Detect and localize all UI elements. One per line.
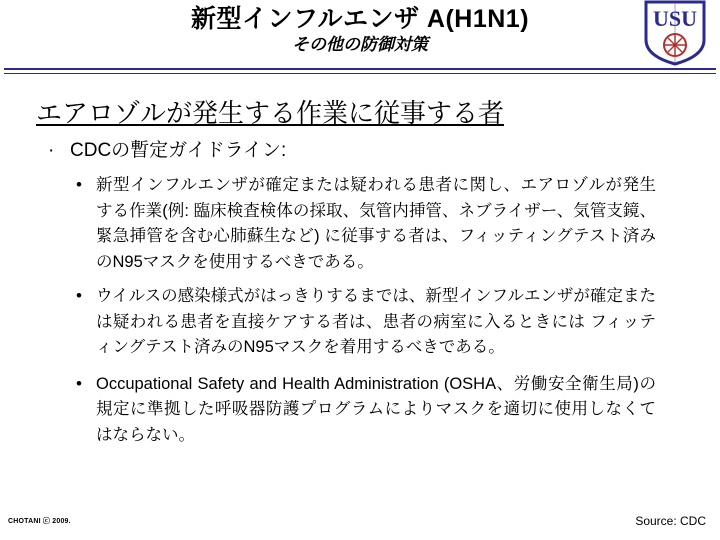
bullet-level2-text: 新型インフルエンザが確定または疑われる患者に関し、エアロゾルが発生する作業(例: 臨床検査検体の採取、気管内挿管、ネブライザー、気管支鏡、緊急挿管を含む心肺蘇生など) に従事する者は、フィッティングテスト済みのN95マスクを使用するべきである。 (96, 176, 656, 271)
bullet-marker-icon: · (48, 140, 55, 161)
bullet-level2-item (74, 173, 656, 275)
page-title: 新型インフルエンザ A(H1N1) (190, 5, 530, 33)
bullet-level1-text: CDCの暫定ガイドライン: (70, 140, 287, 161)
bullet-level2-item (74, 372, 656, 449)
copyright-note: CHOTANI ⓒ 2009. (8, 518, 71, 525)
bullet-level1 (44, 138, 720, 164)
bullet-marker-icon: • (76, 373, 82, 393)
section-heading-wrap (0, 96, 720, 134)
source-note: Source: CDC (635, 514, 706, 528)
title-block (0, 4, 720, 56)
bullet-marker-icon: • (76, 286, 82, 305)
usu-shield-logo-icon (644, 0, 706, 66)
bullet-level2-text: ウイルスの感染様式がはっきりするまでは、新型インフルエンザが確定または疑われる患者を直接ケアする者は、患者の病室に入るときには フィッティングテスト済みのN95マスクを着用するべきである。 (96, 287, 656, 356)
slide-header (0, 0, 720, 76)
page-subtitle: その他の防御対策 (292, 35, 428, 54)
bullet-marker-icon: • (76, 175, 82, 194)
slide-body (0, 96, 720, 448)
bullet-level2-text: Occupational Safety and Health Administration (OSHA、労働安全衛生局)の規定に準拠した呼吸器防護プログラムによりマスクを適切に使用しなくてはならない。 (96, 374, 656, 444)
bullet-level2-item (74, 284, 656, 361)
svg-text:USU: USU (652, 6, 698, 31)
section-heading: エアロゾルが発生する作業に従事する者 (36, 98, 505, 128)
header-divider-bottom (4, 73, 716, 74)
header-divider-top (4, 68, 716, 70)
